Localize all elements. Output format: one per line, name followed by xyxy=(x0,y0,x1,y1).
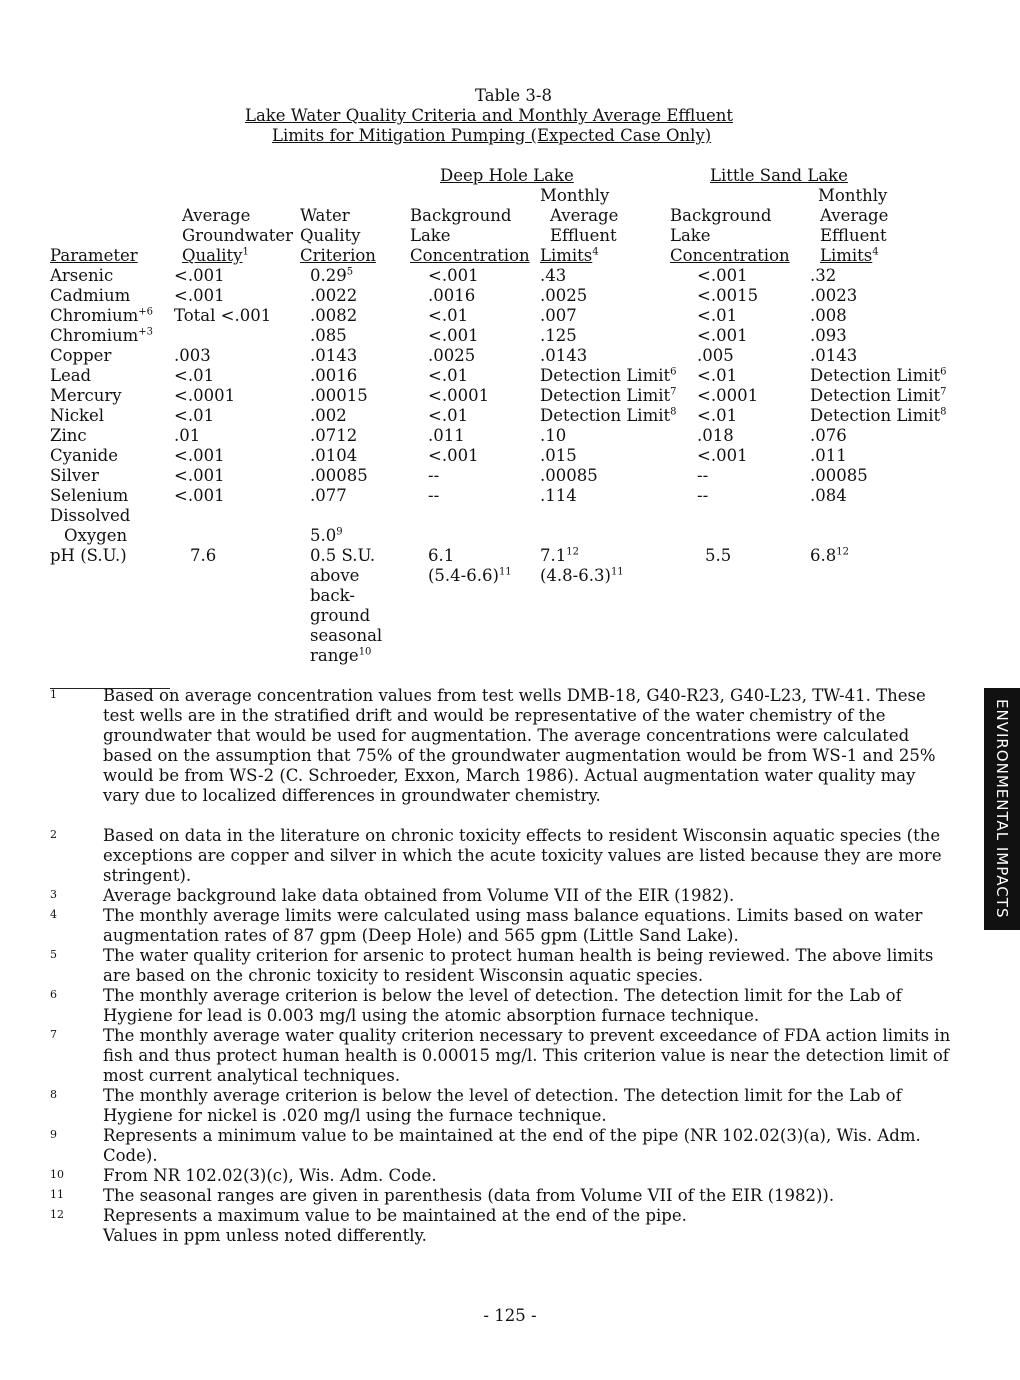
header-ls-bg-line1: Background xyxy=(670,206,772,225)
cell-dh-eff xyxy=(540,326,577,346)
row-ph-dh-eff-line1 xyxy=(540,546,579,566)
header-dh-eff-line2: Average xyxy=(550,206,619,225)
cell-wq xyxy=(310,446,357,466)
cell-dh-eff xyxy=(540,366,677,386)
cell-ls-eff xyxy=(810,406,947,426)
cell-wq xyxy=(310,326,347,346)
row-dissolved-oxygen-param-line1: Dissolved xyxy=(50,506,131,525)
cell-superscript: 6 xyxy=(670,366,677,378)
cell-dh-eff xyxy=(540,426,566,446)
cell-dh-bg xyxy=(428,286,475,306)
header-dh-bg-line1: Background xyxy=(410,206,512,225)
cell-dh-eff xyxy=(540,446,577,466)
footnote-number: 10 xyxy=(50,1168,64,1181)
footnote-text: Based on data in the literature on chronic toxicity effects to resident Wisconsin aquatic species (the exceptions are copper and silver in which the acute toxicity values are listed because they are more stringent). xyxy=(103,826,942,885)
cell-text: -- xyxy=(428,486,440,505)
cell-gw xyxy=(174,386,235,406)
units-note: Values in ppm unless noted differently. xyxy=(103,1226,427,1245)
footnote-number: 4 xyxy=(50,908,57,921)
cell-ls-eff xyxy=(810,286,857,306)
cell-text: <.01 xyxy=(697,406,738,425)
cell-ls-bg xyxy=(697,386,758,406)
cell-text: .093 xyxy=(810,326,847,345)
cell-text: .0143 xyxy=(540,346,588,365)
header-ls-eff-line4 xyxy=(820,246,879,266)
cell-dh-eff xyxy=(540,466,598,486)
cell-text: .0143 xyxy=(310,346,358,365)
row-ph-dh-eff-line2 xyxy=(540,566,624,586)
cell-gw xyxy=(174,306,271,326)
row-ph-dh-bg-line2 xyxy=(428,566,512,586)
header-ls-eff-line1: Monthly xyxy=(818,186,888,205)
header-dh-eff-line1: Monthly xyxy=(540,186,610,205)
cell-text: .084 xyxy=(810,486,847,505)
cell-text: <.01 xyxy=(697,306,738,325)
cell-ls-eff xyxy=(810,386,947,406)
cell-text: Detection Limit xyxy=(810,386,941,405)
cell-wq xyxy=(310,486,347,506)
cell-superscript: 8 xyxy=(670,406,677,418)
cell-text: .114 xyxy=(540,486,577,505)
cell-text: Chromium xyxy=(50,326,139,345)
cell-ls-bg xyxy=(697,326,748,346)
cell-dh-eff xyxy=(540,346,587,366)
header-gw-line1: Average xyxy=(182,206,251,225)
footnote-number: 5 xyxy=(50,948,57,961)
cell-wq xyxy=(310,366,357,386)
ph-dh-eff-line2-text: (4.8-6.3) xyxy=(540,566,611,585)
row-ph-ls-eff xyxy=(810,546,849,566)
cell-text: Mercury xyxy=(50,386,122,405)
cell-text: .0025 xyxy=(540,286,588,305)
footnote-number: 9 xyxy=(50,1128,57,1141)
cell-text: .0016 xyxy=(310,366,358,385)
cell-text: Cyanide xyxy=(50,446,119,465)
cell-ls-eff xyxy=(810,466,868,486)
do-wq-value: 5.0 xyxy=(310,526,337,545)
cell-dh-bg xyxy=(428,486,439,506)
footnote-text: Based on average concentration values from test wells DMB-18, G40-R23, G40-L23, TW-41. These test wells are in the stratified drift and would be representative of the water chemistry of the groundwater that would be used for augmentation. The average concentrations were calculated based on the assumption that 75% of the groundwater augmentation would be from WS-1 and 25% would be from WS-2 (C. Schroeder, Exxon, March 1986). Actual augmentation water quality may vary due to localized differences in groundwater chemistry. xyxy=(103,686,936,805)
cell-param xyxy=(50,486,128,506)
header-wq-line2: Quality xyxy=(300,226,361,245)
cell-text: .0082 xyxy=(310,306,358,325)
cell-text: Nickel xyxy=(50,406,104,425)
ph-ls-eff-text: 6.8 xyxy=(810,546,837,565)
cell-ls-bg xyxy=(697,406,737,426)
cell-text: .0016 xyxy=(428,286,476,305)
row-ph-wq-line5: seasonal xyxy=(310,626,383,645)
section-side-tab: ENVIRONMENTAL IMPACTS xyxy=(984,688,1020,930)
cell-ls-eff xyxy=(810,346,857,366)
cell-gw xyxy=(174,426,200,446)
cell-ls-bg xyxy=(697,306,737,326)
cell-text: Detection Limit xyxy=(810,366,941,385)
footnote-text: Average background lake data obtained from Volume VII of the EIR (1982). xyxy=(103,886,735,905)
cell-superscript: 8 xyxy=(940,406,947,418)
row-ph-param: pH (S.U.) xyxy=(50,546,127,565)
footnote-number: 12 xyxy=(50,1208,64,1221)
header-dh-eff-line4 xyxy=(540,246,599,266)
header-dh-bg-line2: Lake xyxy=(410,226,451,245)
cell-text: .43 xyxy=(540,266,567,285)
cell-ls-bg xyxy=(697,466,708,486)
cell-text: <.001 xyxy=(697,266,748,285)
cell-text: <.0001 xyxy=(174,386,236,405)
cell-dh-eff xyxy=(540,286,587,306)
cell-text: <.001 xyxy=(174,286,225,305)
cell-superscript: 5 xyxy=(346,266,354,278)
do-wq-sup: 9 xyxy=(336,526,343,538)
cell-param xyxy=(50,466,99,486)
cell-param xyxy=(50,326,153,346)
cell-superscript: +6 xyxy=(138,306,154,318)
ph-dh-eff-sup1: 12 xyxy=(566,546,579,558)
header-parameter: Parameter xyxy=(50,246,138,265)
cell-ls-bg xyxy=(697,486,708,506)
cell-text: .00085 xyxy=(310,466,368,485)
group-header-little-sand: Little Sand Lake xyxy=(710,166,848,185)
cell-text: <.01 xyxy=(697,366,738,385)
cell-text: Detection Limit xyxy=(540,406,671,425)
cell-text: <.01 xyxy=(174,366,215,385)
cell-text: Detection Limit xyxy=(810,406,941,425)
cell-text: <.01 xyxy=(428,306,469,325)
cell-text: .002 xyxy=(310,406,347,425)
cell-gw xyxy=(174,446,225,466)
header-dh-eff-line3: Effluent xyxy=(550,226,617,245)
cell-wq xyxy=(310,286,357,306)
footnote-number: 3 xyxy=(50,888,57,901)
cell-text: .00085 xyxy=(540,466,598,485)
cell-text: .0104 xyxy=(310,446,358,465)
cell-ls-bg xyxy=(697,426,734,446)
cell-gw xyxy=(174,466,225,486)
cell-text: .015 xyxy=(540,446,577,465)
cell-text: .0025 xyxy=(428,346,476,365)
header-ls-bg-line2: Lake xyxy=(670,226,711,245)
cell-ls-eff xyxy=(810,446,847,466)
cell-ls-eff xyxy=(810,426,847,446)
page-number: - 125 - xyxy=(483,1306,537,1325)
ph-wq-line6-text: range xyxy=(310,646,359,665)
cell-text: <.0015 xyxy=(697,286,759,305)
cell-dh-bg xyxy=(428,426,465,446)
cell-text: -- xyxy=(697,486,709,505)
cell-superscript: 7 xyxy=(670,386,677,398)
cell-gw xyxy=(174,406,214,426)
cell-ls-eff xyxy=(810,486,847,506)
cell-dh-eff xyxy=(540,486,577,506)
header-wq-line1: Water xyxy=(300,206,350,225)
header-wq-line3: Criterion xyxy=(300,246,376,265)
row-ph-wq-line4: ground xyxy=(310,606,371,625)
cell-text: Total <.001 xyxy=(174,306,272,325)
cell-text: -- xyxy=(697,466,709,485)
cell-wq xyxy=(310,386,368,406)
header-ls-eff-ref: 4 xyxy=(872,246,879,258)
cell-text: <.001 xyxy=(174,266,225,285)
cell-ls-bg xyxy=(697,286,758,306)
cell-text: Detection Limit xyxy=(540,386,671,405)
cell-text: <.001 xyxy=(697,446,748,465)
cell-wq xyxy=(310,266,353,286)
header-dh-bg-line3: Concentration xyxy=(410,246,530,265)
footnote-text: The monthly average water quality criterion necessary to prevent exceedance of FDA action limits in fish and thus protect human health is 0.00015 mg/l. This criterion value is near the detection limit of most current analytical techniques. xyxy=(103,1026,951,1085)
cell-text: Copper xyxy=(50,346,112,365)
ph-wq-sup: 10 xyxy=(358,646,372,658)
cell-text: .00015 xyxy=(310,386,368,405)
cell-param xyxy=(50,406,104,426)
cell-text: .00085 xyxy=(810,466,868,485)
cell-ls-bg xyxy=(697,266,748,286)
cell-text: .018 xyxy=(697,426,734,445)
cell-text: <.001 xyxy=(174,446,225,465)
footnote-number: 7 xyxy=(50,1028,57,1041)
cell-dh-bg xyxy=(428,406,468,426)
cell-dh-bg xyxy=(428,306,468,326)
cell-text: .007 xyxy=(540,306,577,325)
cell-ls-eff xyxy=(810,366,947,386)
cell-text: 0.29 xyxy=(310,266,347,285)
footnote-text: Represents a minimum value to be maintained at the end of the pipe (NR 102.02(3)(a), Wis. Adm. Code). xyxy=(103,1126,921,1165)
cell-text: Zinc xyxy=(50,426,87,445)
cell-gw xyxy=(174,366,214,386)
cell-text: .10 xyxy=(540,426,567,445)
cell-text: Cadmium xyxy=(50,286,131,305)
cell-text: Silver xyxy=(50,466,99,485)
header-ls-bg-line3: Concentration xyxy=(670,246,790,265)
row-dissolved-oxygen-param-line2: Oxygen xyxy=(64,526,128,545)
table-title-line2: Limits for Mitigation Pumping (Expected Case Only) xyxy=(272,126,712,145)
header-dh-eff-line4-text: Limits xyxy=(540,246,593,265)
cell-ls-bg xyxy=(697,366,737,386)
cell-param xyxy=(50,426,87,446)
cell-dh-bg xyxy=(428,346,475,366)
cell-param xyxy=(50,286,130,306)
cell-wq xyxy=(310,426,357,446)
cell-text: Detection Limit xyxy=(540,366,671,385)
cell-text: .0143 xyxy=(810,346,858,365)
cell-dh-bg xyxy=(428,326,479,346)
footnote-number: 1 xyxy=(50,688,57,701)
cell-text: Chromium xyxy=(50,306,139,325)
cell-text: <.001 xyxy=(428,266,479,285)
cell-text: .0712 xyxy=(310,426,358,445)
cell-text: .005 xyxy=(697,346,734,365)
cell-text: .01 xyxy=(174,426,201,445)
cell-ls-eff xyxy=(810,326,847,346)
row-ph-ls-bg: 5.5 xyxy=(705,546,732,565)
cell-text: Arsenic xyxy=(50,266,114,285)
footnote-number: 2 xyxy=(50,828,57,841)
footnote-number: 6 xyxy=(50,988,57,1001)
cell-text: Selenium xyxy=(50,486,129,505)
group-header-deep-hole: Deep Hole Lake xyxy=(440,166,574,185)
cell-gw xyxy=(174,346,211,366)
row-ph-wq-line1: 0.5 S.U. xyxy=(310,546,376,565)
cell-ls-bg xyxy=(697,346,734,366)
header-gw-line3 xyxy=(182,246,249,266)
table-title-line1: Lake Water Quality Criteria and Monthly Average Effluent xyxy=(245,106,734,125)
footnote-text: From NR 102.02(3)(c), Wis. Adm. Code. xyxy=(103,1166,437,1185)
row-ph-gw: 7.6 xyxy=(190,546,217,565)
cell-wq xyxy=(310,306,357,326)
cell-wq xyxy=(310,346,357,366)
cell-text: <.0001 xyxy=(697,386,759,405)
cell-text: -- xyxy=(428,466,440,485)
ph-dh-eff-sup2: 11 xyxy=(610,566,624,578)
cell-text: .32 xyxy=(810,266,837,285)
cell-param xyxy=(50,306,153,326)
cell-dh-bg xyxy=(428,446,479,466)
cell-param xyxy=(50,446,118,466)
footnote-number: 11 xyxy=(50,1188,64,1201)
cell-text: <.0001 xyxy=(428,386,490,405)
footnote-text: Represents a maximum value to be maintained at the end of the pipe. xyxy=(103,1206,687,1225)
cell-ls-eff xyxy=(810,306,847,326)
cell-param xyxy=(50,366,91,386)
footnote-number: 8 xyxy=(50,1088,57,1101)
cell-superscript: 7 xyxy=(940,386,947,398)
cell-text: Lead xyxy=(50,366,92,385)
ph-dh-bg-line2-text: (5.4-6.6) xyxy=(428,566,499,585)
header-ls-eff-line3: Effluent xyxy=(820,226,887,245)
header-ls-eff-line4-text: Limits xyxy=(820,246,873,265)
cell-gw xyxy=(174,286,225,306)
cell-dh-bg xyxy=(428,266,479,286)
cell-param xyxy=(50,386,122,406)
cell-text: .085 xyxy=(310,326,347,345)
cell-dh-eff xyxy=(540,406,677,426)
cell-text: <.001 xyxy=(428,326,479,345)
cell-param xyxy=(50,266,113,286)
row-ph-wq-line3: back- xyxy=(310,586,355,605)
footnote-text: The seasonal ranges are given in parenthesis (data from Volume VII of the EIR (1982)). xyxy=(103,1186,835,1205)
footnote-text: The monthly average limits were calculated using mass balance equations. Limits based on water augmentation rates of 87 gpm (Deep Hole) and 565 gpm (Little Sand Lake). xyxy=(103,906,923,945)
cell-dh-eff xyxy=(540,306,577,326)
cell-param xyxy=(50,346,111,366)
cell-superscript: +3 xyxy=(138,326,154,338)
cell-text: <.01 xyxy=(428,406,469,425)
cell-text: .0022 xyxy=(310,286,358,305)
header-ls-eff-line2: Average xyxy=(820,206,889,225)
cell-text: .076 xyxy=(810,426,847,445)
cell-ls-bg xyxy=(697,446,748,466)
cell-dh-eff xyxy=(540,266,566,286)
cell-text: .125 xyxy=(540,326,577,345)
footnote-text: The monthly average criterion is below the level of detection. The detection limit for the Lab of Hygiene for nickel is .020 mg/l using the furnace technique. xyxy=(103,1086,902,1125)
cell-wq xyxy=(310,466,368,486)
cell-text: .0023 xyxy=(810,286,858,305)
header-gw-line3-text: Quality xyxy=(182,246,243,265)
cell-wq xyxy=(310,406,347,426)
cell-ls-eff xyxy=(810,266,836,286)
header-gw-ref: 1 xyxy=(242,246,249,258)
ph-dh-eff-line1-text: 7.1 xyxy=(540,546,567,565)
cell-dh-bg xyxy=(428,386,489,406)
row-ph-wq-line2: above xyxy=(310,566,360,585)
cell-text: <.001 xyxy=(174,486,225,505)
header-dh-eff-ref: 4 xyxy=(592,246,599,258)
ph-ls-eff-sup: 12 xyxy=(836,546,849,558)
table-number: Table 3-8 xyxy=(475,86,552,105)
cell-text: .003 xyxy=(174,346,211,365)
cell-dh-bg xyxy=(428,466,439,486)
cell-superscript: 6 xyxy=(940,366,947,378)
row-dissolved-oxygen-wq xyxy=(310,526,343,546)
row-ph-wq-line6 xyxy=(310,646,371,666)
cell-gw xyxy=(174,266,225,286)
cell-text: .011 xyxy=(810,446,847,465)
cell-text: <.01 xyxy=(428,366,469,385)
cell-text: .008 xyxy=(810,306,847,325)
row-ph-dh-bg-line1: 6.1 xyxy=(428,546,455,565)
cell-dh-eff xyxy=(540,386,677,406)
cell-text: <.001 xyxy=(174,466,225,485)
cell-dh-bg xyxy=(428,366,468,386)
cell-text: .077 xyxy=(310,486,347,505)
cell-text: .011 xyxy=(428,426,465,445)
cell-text: <.001 xyxy=(697,326,748,345)
cell-gw xyxy=(174,486,225,506)
footnote-text: The monthly average criterion is below the level of detection. The detection limit for the Lab of Hygiene for lead is 0.003 mg/l using the atomic absorption furnace technique. xyxy=(103,986,902,1025)
header-gw-line2: Groundwater xyxy=(182,226,294,245)
cell-text: <.01 xyxy=(174,406,215,425)
cell-text: <.001 xyxy=(428,446,479,465)
ph-dh-bg-sup: 11 xyxy=(498,566,512,578)
footnote-text: The water quality criterion for arsenic to protect human health is being reviewed. The above limits are based on the chronic toxicity to resident Wisconsin aquatic species. xyxy=(103,946,934,985)
